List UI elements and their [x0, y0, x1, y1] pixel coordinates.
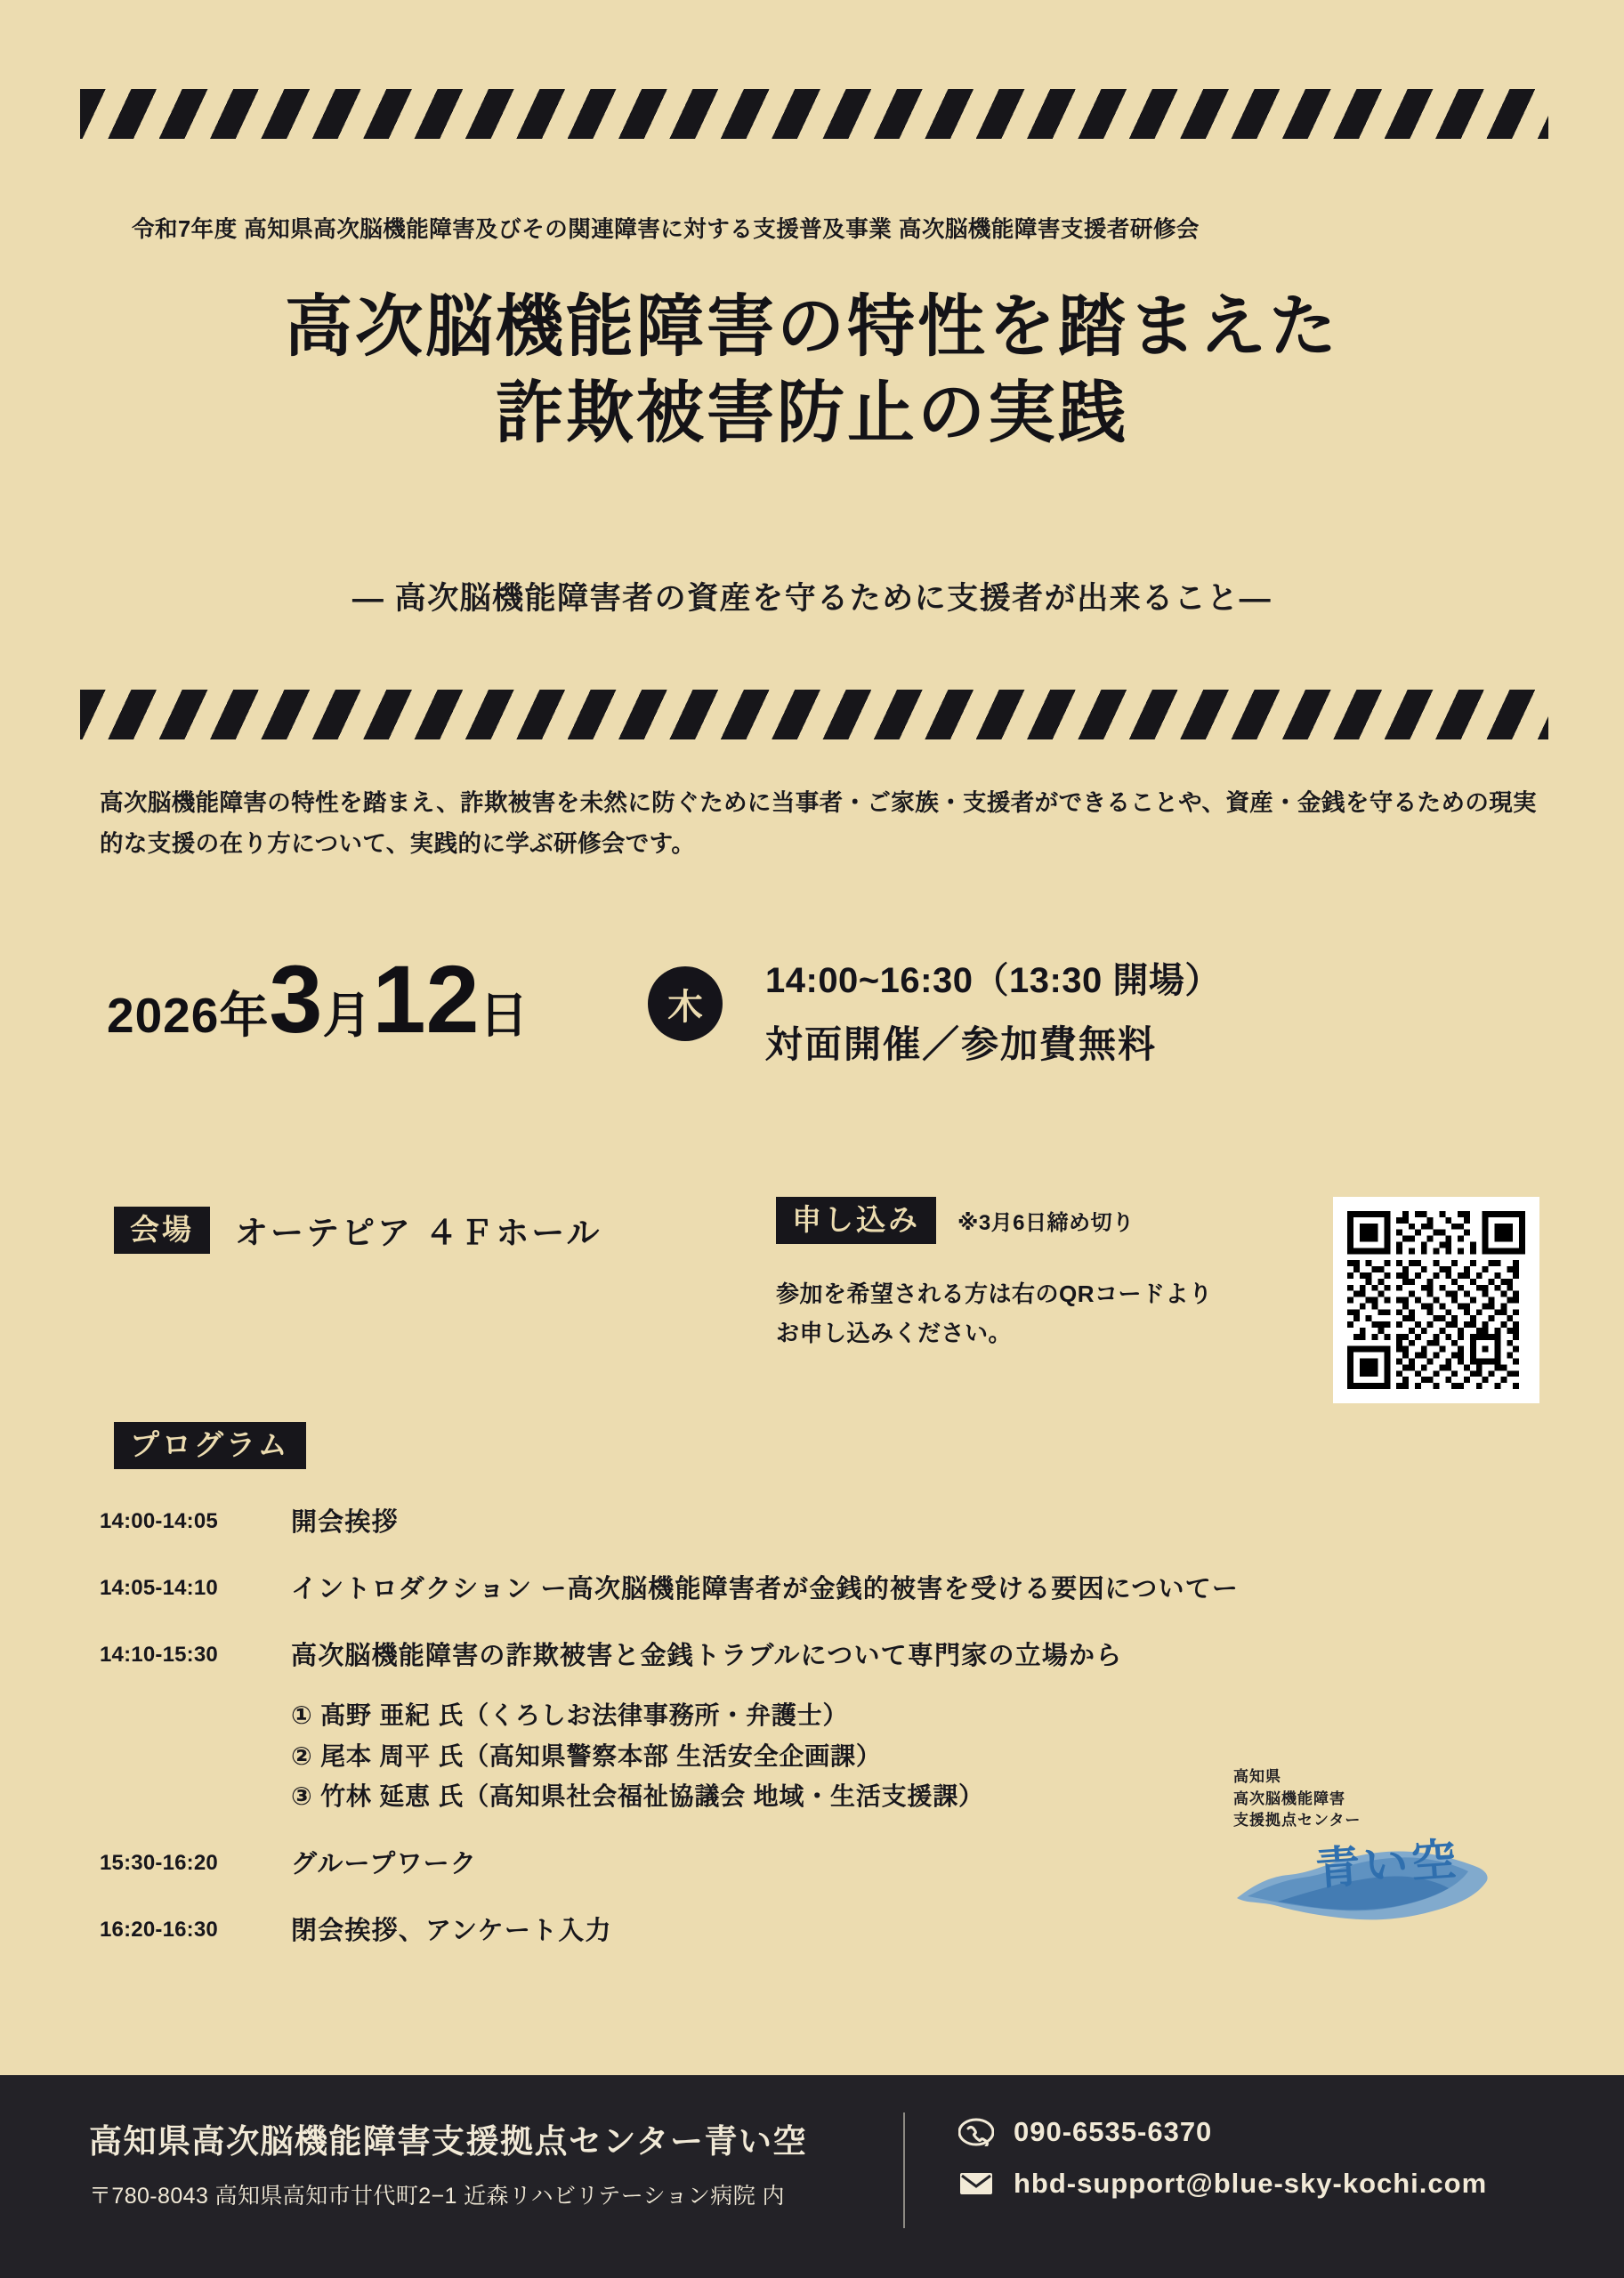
footer-phone[interactable]: 090-6535-6370	[1014, 2116, 1213, 2147]
program-time: 15:30-16:20	[100, 1850, 218, 1875]
program-description: グループワーク	[291, 1849, 478, 1878]
center-logo-line-1: 高知県	[1233, 1768, 1281, 1785]
title-line-1: 高次脳機能障害の特性を踏まえた	[285, 289, 1339, 365]
page-title	[0, 285, 1624, 456]
decorative-stripe-top	[80, 89, 1548, 139]
day-of-week-badge: 木	[648, 966, 723, 1041]
program-description: 高次脳機能障害の詐欺被害と金銭トラブルについて専門家の立場から	[291, 1642, 1123, 1671]
date-year: 2026年	[107, 988, 270, 1043]
event-time: 14:00~16:30（13:30 開場）	[765, 961, 1221, 1000]
footer	[0, 2075, 1624, 2278]
date-month-unit: 月	[322, 988, 373, 1043]
program-time: 14:10-15:30	[100, 1643, 218, 1668]
decorative-stripe-middle	[80, 690, 1548, 739]
apply-label: 申し込み	[776, 1197, 936, 1244]
lead-paragraph: 高次脳機能障害の特性を踏まえ、詐欺被害を未然に防ぐために当事者・ご家族・支援者ができることや、資産・金銭を守るための現実的な支援の在り方について、実践的に学ぶ研修会です。	[100, 789, 1538, 857]
venue-name: オーテピア ４Ｆホール	[235, 1215, 602, 1251]
center-logo	[1230, 1766, 1506, 1944]
center-logo-line-2: 高次脳機能障害	[1233, 1789, 1345, 1807]
speaker-item: ② 尾本 周平 氏（高知県警察本部 生活安全企画課）	[291, 1741, 882, 1770]
phone-icon	[957, 2117, 996, 2147]
speaker-item: ③ 竹林 延恵 氏（高知県社会福祉協議会 地域・生活支援課）	[291, 1782, 984, 1811]
speaker-item: ① 髙野 亜紀 氏（くろしお法律事務所・弁護士）	[291, 1701, 849, 1730]
list-item	[100, 1572, 1523, 1607]
footer-phone-row	[957, 2116, 1487, 2148]
page-subtitle: ― 高次脳機能障害者の資産を守るために支援者が出来ること―	[351, 581, 1273, 616]
program-time: 14:05-14:10	[100, 1576, 218, 1601]
application-block	[776, 1197, 1345, 1353]
footer-contact	[957, 2116, 1487, 2219]
footer-email[interactable]: hbd-support@blue-sky-kochi.com	[1014, 2168, 1488, 2199]
date-day-number: 12	[372, 945, 480, 1053]
apply-instructions-line-1: 参加を希望される方は右のQRコードより	[776, 1280, 1213, 1307]
footer-organization: 高知県高次脳機能障害支援拠点センター青い空	[89, 2123, 808, 2160]
program-time: 16:20-16:30	[100, 1917, 218, 1942]
apply-instructions-line-2: お申し込みください。	[776, 1320, 1013, 1347]
date-day-unit: 日	[479, 988, 529, 1043]
venue-row	[114, 1206, 602, 1254]
event-series-line: 令和7年度 高知県高次脳機能障害及びその関連障害に対する支援普及事業 高次脳機能障害支援者研修会	[132, 217, 1200, 242]
program-description: イントロダクション ー高次脳機能障害者が金銭的被害を受ける要因についてー	[291, 1575, 1240, 1604]
program-description: 開会挨拶	[291, 1508, 399, 1537]
qr-code-panel[interactable]	[1333, 1197, 1539, 1403]
event-time-block	[765, 952, 1221, 1069]
center-logo-name: 青い空	[1313, 1834, 1462, 1894]
apply-instructions	[776, 1274, 1345, 1353]
list-item	[100, 1639, 1523, 1674]
application-head	[776, 1197, 1345, 1244]
program-time: 14:00-14:05	[100, 1509, 218, 1533]
mail-icon	[957, 2169, 996, 2199]
apply-deadline: ※3月6日締め切り	[957, 1211, 1135, 1235]
qr-code-icon[interactable]	[1347, 1211, 1525, 1389]
event-format: 対面開催／参加費無料	[765, 1023, 1158, 1065]
event-date	[107, 943, 529, 1054]
footer-divider	[903, 2112, 905, 2228]
program-label: プログラム	[114, 1422, 306, 1469]
footer-email-row	[957, 2168, 1487, 2200]
center-logo-line-3: 支援拠点センター	[1233, 1812, 1361, 1830]
venue-label: 会場	[114, 1207, 210, 1254]
program-section-label	[114, 1422, 306, 1469]
list-item	[100, 1506, 1523, 1540]
date-month-number: 3	[269, 945, 323, 1053]
footer-address: 〒780-8043 高知県高知市廿代町2−1 近森リハビリテーション病院 内	[89, 2184, 785, 2209]
title-line-2: 詐欺被害防止の実践	[496, 375, 1128, 451]
date-time-row	[107, 943, 1548, 1086]
program-description: 閉会挨拶、アンケート入力	[291, 1916, 612, 1945]
